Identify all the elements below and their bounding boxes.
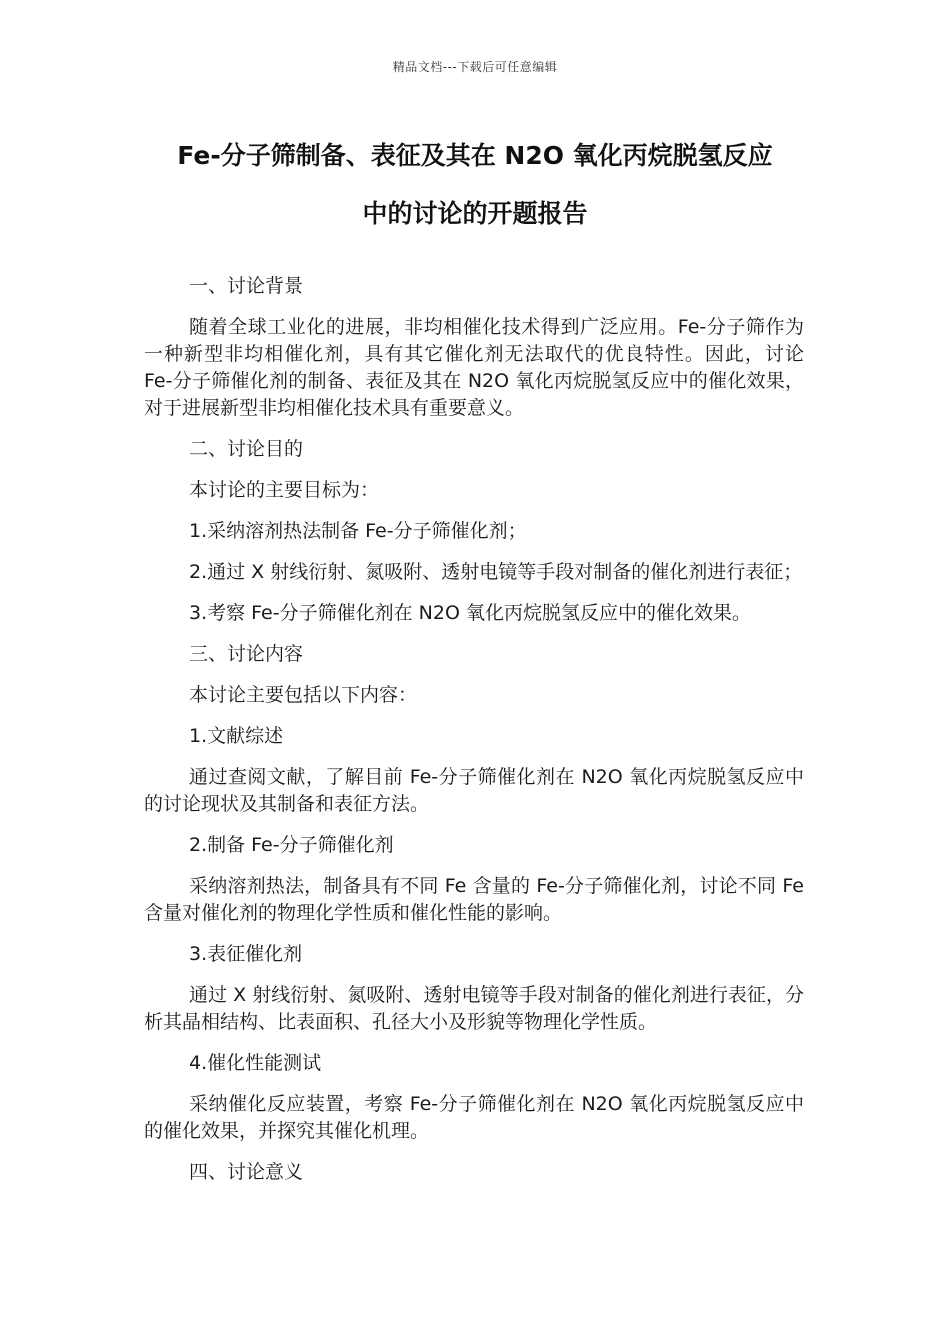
paragraph-purpose-intro: 本讨论的主要目标为： — [189, 479, 380, 501]
paragraph-literature-review: 通过查阅文献，了解目前 Fe-分子筛催化剂在 N2O 氧化丙烷脱氢反应中的讨论现状及其制备和表征方法。 — [144, 766, 804, 815]
paragraph-content-intro: 本讨论主要包括以下内容： — [189, 684, 418, 706]
section-heading-purpose: 二、讨论目的 — [189, 438, 304, 460]
header-note: 精品文档---下载后可任意编辑 — [392, 60, 558, 74]
section-heading-significance: 四、讨论意义 — [189, 1161, 304, 1183]
subheading-literature-review: 1.文献综述 — [189, 725, 284, 747]
paragraph-characterization: 通过 X 射线衍射、氮吸附、透射电镜等手段对制备的催化剂进行表征，分析其晶相结构、比表面积、孔径大小及形貌等物理化学性质。 — [144, 984, 804, 1033]
section-heading-content: 三、讨论内容 — [189, 643, 304, 665]
list-item-purpose-3: 3.考察 Fe-分子筛催化剂在 N2O 氧化丙烷脱氢反应中的催化效果。 — [189, 602, 751, 624]
list-item-purpose-2: 2.通过 X 射线衍射、氮吸附、透射电镜等手段对制备的催化剂进行表征； — [189, 561, 803, 583]
document-title-line-2: 中的讨论的开题报告 — [362, 199, 588, 228]
paragraph-preparation: 采纳溶剂热法，制备具有不同 Fe 含量的 Fe-分子筛催化剂，讨论不同 Fe 含量对催化剂的物理化学性质和催化性能的影响。 — [144, 875, 804, 924]
subheading-performance-test: 4.催化性能测试 — [189, 1052, 322, 1074]
subheading-characterization: 3.表征催化剂 — [189, 943, 303, 965]
section-heading-background: 一、讨论背景 — [189, 275, 304, 297]
list-item-purpose-1: 1.采纳溶剂热法制备 Fe-分子筛催化剂； — [189, 520, 527, 542]
paragraph-background: 随着全球工业化的进展，非均相催化技术得到广泛应用。Fe-分子筛作为一种新型非均相催化剂，具有其它催化剂无法取代的优良特性。因此，讨论 Fe-分子筛催化剂的制备、表征及其在 N2O 氧化丙烷脱氢反应中的催化效果，对于进展新型非均相催化技术具有重要意义。 — [144, 316, 804, 419]
paragraph-performance-test: 采纳催化反应装置，考察 Fe-分子筛催化剂在 N2O 氧化丙烷脱氢反应中的催化效果，并探究其催化机理。 — [144, 1093, 804, 1142]
subheading-preparation: 2.制备 Fe-分子筛催化剂 — [189, 834, 394, 856]
document-title-line-1: Fe-分子筛制备、表征及其在 N2O 氧化丙烷脱氢反应 — [177, 141, 773, 170]
document-body — [144, 273, 804, 1200]
